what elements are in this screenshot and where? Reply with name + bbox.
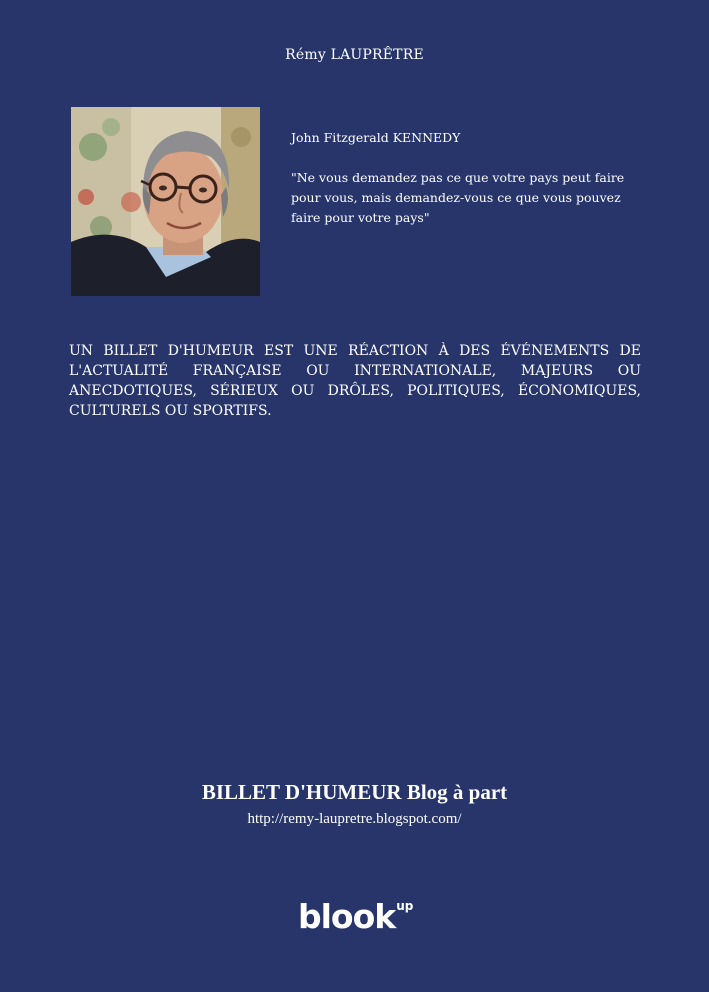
- blog-description: UN BILLET D'HUMEUR EST UNE RÉACTION À DES ÉVÉNEMENTS DE L'ACTUALITÉ FRANÇAISE OU INTERNATIONALE, MAJEURS OU ANECDOTIQUES, SÉRIEUX OU DRÔLES, POLITIQUES, ÉCONOMIQUES, CULTURELS OU SPORTIFS.: [69, 343, 641, 419]
- quote-text: "Ne vous demandez pas ce que votre pays peut faire pour vous, mais demandez-vous ce que vous pouvez faire pour votre pays": [291, 170, 625, 225]
- author-photo: [71, 107, 260, 296]
- blog-url: http://remy-laupretre.blogspot.com/: [247, 811, 462, 827]
- blookup-logo: [298, 897, 413, 942]
- author-name: Rémy LAUPRÊTRE: [285, 47, 424, 63]
- quote-block: [291, 128, 646, 228]
- logo-superscript: up: [396, 899, 414, 913]
- quote-author: John Fitzgerald KENNEDY: [291, 130, 461, 145]
- blog-title: BILLET D'HUMEUR Blog à part: [201, 780, 508, 804]
- logo-main-text: blook: [298, 897, 396, 936]
